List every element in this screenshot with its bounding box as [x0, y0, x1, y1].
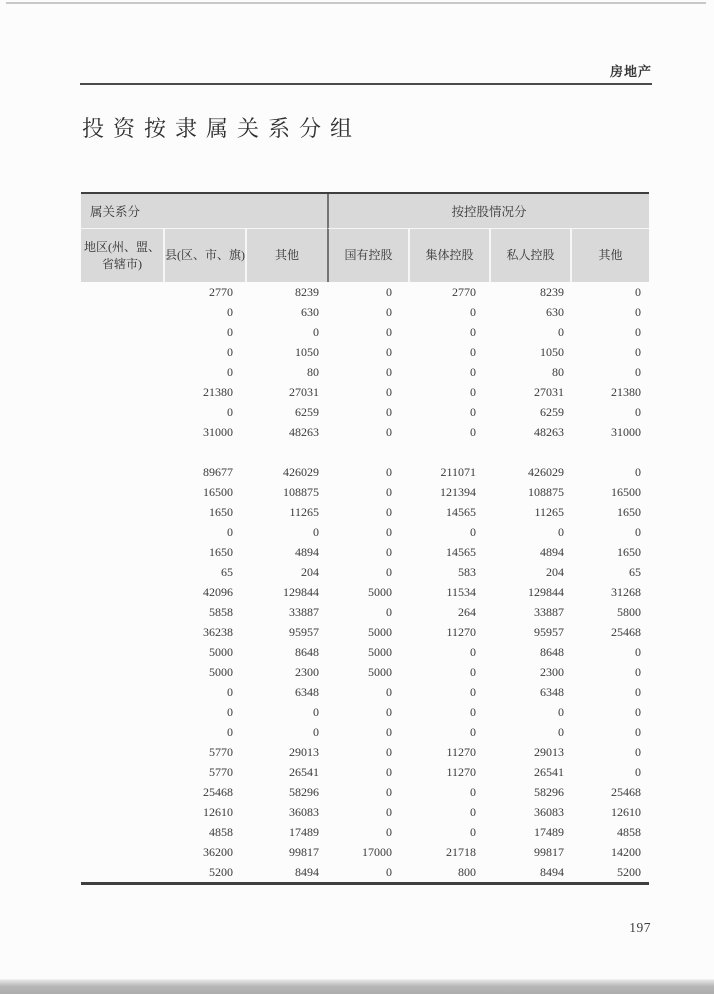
table-cell: 0 — [227, 725, 233, 739]
table-cell — [81, 502, 163, 522]
table-cell: 48263 — [534, 425, 564, 439]
table-cell: 2300 — [295, 665, 319, 679]
table-cell — [81, 602, 163, 622]
table-cell: 8239 — [540, 285, 564, 299]
page-title: 投资按隶属关系分组 — [82, 116, 362, 141]
table-cell: 11534 — [446, 585, 476, 599]
table-cell: 2770 — [209, 285, 233, 299]
table-cell: 25468 — [611, 625, 641, 639]
table-cell: 1650 — [209, 505, 233, 519]
table-row — [81, 562, 649, 582]
table-cell: 21380 — [203, 385, 233, 399]
table-cell: 8648 — [540, 645, 564, 659]
table-cell: 58296 — [289, 785, 319, 799]
table-cell — [81, 522, 163, 542]
table-cell: 5858 — [209, 605, 233, 619]
table-cell — [81, 762, 163, 782]
table-cell: 0 — [470, 665, 476, 679]
table-cell: 0 — [635, 365, 641, 379]
table-cell: 0 — [635, 645, 641, 659]
table-cell: 426029 — [283, 465, 319, 479]
table-cell: 0 — [470, 685, 476, 699]
table-cell: 31000 — [203, 425, 233, 439]
table-cell: 0 — [227, 705, 233, 719]
table-cell: 2300 — [540, 665, 564, 679]
table-cell: 630 — [301, 305, 319, 319]
table-cell — [81, 862, 163, 882]
table-cell: 12610 — [611, 805, 641, 819]
running-head: 房地产 — [609, 64, 652, 79]
table-cell: 95957 — [289, 625, 319, 639]
table-body — [81, 282, 649, 882]
table-cell: 0 — [470, 645, 476, 659]
table-cell: 0 — [470, 385, 476, 399]
table-cell: 16500 — [611, 485, 641, 499]
column-header-other-right: 其他 — [570, 229, 649, 282]
table-cell: 65 — [221, 565, 233, 579]
table-cell: 11270 — [446, 745, 476, 759]
table-cell: 5000 — [368, 625, 392, 639]
table-cell: 0 — [470, 785, 476, 799]
table-cell: 95957 — [534, 625, 564, 639]
table-cell — [81, 382, 163, 402]
table-cell: 99817 — [534, 845, 564, 859]
table-cell: 0 — [386, 825, 392, 839]
table-cell: 0 — [635, 665, 641, 679]
table-cell: 0 — [470, 405, 476, 419]
table-cell: 0 — [470, 705, 476, 719]
table-cell: 58296 — [534, 785, 564, 799]
table-cell: 1050 — [540, 345, 564, 359]
table-cell: 211071 — [440, 465, 476, 479]
table-cell: 204 — [301, 565, 319, 579]
table-cell: 21380 — [611, 385, 641, 399]
table-cell: 1050 — [295, 345, 319, 359]
table-cell: 21718 — [446, 845, 476, 859]
table-cell: 129844 — [283, 585, 319, 599]
table-row — [81, 842, 649, 862]
table-header-group-row — [81, 194, 649, 229]
table-row — [81, 622, 649, 642]
table-cell — [81, 562, 163, 582]
table-cell: 0 — [635, 725, 641, 739]
table-row — [81, 322, 649, 342]
table-header-column-row — [81, 229, 649, 282]
table-cell: 17489 — [289, 825, 319, 839]
table-cell — [81, 542, 163, 562]
table-cell: 14565 — [446, 545, 476, 559]
table-cell: 36200 — [203, 845, 233, 859]
table-row — [81, 802, 649, 822]
table-cell: 42096 — [203, 585, 233, 599]
table-cell: 8648 — [295, 645, 319, 659]
table-cell: 0 — [386, 525, 392, 539]
table-cell: 89677 — [203, 465, 233, 479]
table-row — [81, 342, 649, 362]
table-row — [81, 382, 649, 402]
table-cell: 0 — [635, 685, 641, 699]
table-cell: 0 — [558, 325, 564, 339]
table-cell: 4858 — [617, 825, 641, 839]
table-cell: 583 — [458, 565, 476, 579]
table-cell: 5000 — [368, 665, 392, 679]
table-cell: 0 — [386, 405, 392, 419]
investment-table — [81, 192, 649, 885]
table-cell: 4894 — [540, 545, 564, 559]
table-cell: 36238 — [203, 625, 233, 639]
table-cell — [81, 702, 163, 722]
table-cell: 0 — [635, 765, 641, 779]
table-cell: 26541 — [289, 765, 319, 779]
table-cell — [81, 462, 163, 482]
table-cell: 0 — [386, 565, 392, 579]
table-row — [81, 602, 649, 622]
table-row — [81, 722, 649, 742]
column-header-region-line1: 地区(州、盟、 — [84, 239, 160, 254]
table-cell: 4858 — [209, 825, 233, 839]
table-cell: 0 — [635, 745, 641, 759]
table-cell: 5000 — [368, 585, 392, 599]
table-cell: 11265 — [534, 505, 564, 519]
table-row — [81, 362, 649, 382]
table-cell: 0 — [386, 785, 392, 799]
table-cell: 0 — [386, 745, 392, 759]
table-cell: 27031 — [534, 385, 564, 399]
table-cell — [81, 422, 163, 442]
scan-bottom-edge — [0, 979, 714, 994]
table-cell: 6259 — [540, 405, 564, 419]
table-cell: 36083 — [534, 805, 564, 819]
table-cell: 33887 — [289, 605, 319, 619]
table-cell: 5770 — [209, 765, 233, 779]
table-cell: 8494 — [295, 865, 319, 879]
table-cell: 0 — [386, 605, 392, 619]
table-cell: 8494 — [540, 865, 564, 879]
table-row — [81, 302, 649, 322]
group-header-holding: 按控股情况分 — [327, 194, 649, 229]
table-cell: 29013 — [289, 745, 319, 759]
table-cell: 8239 — [295, 285, 319, 299]
table-cell: 80 — [307, 365, 319, 379]
table-row — [81, 542, 649, 562]
table-row — [81, 282, 649, 302]
table-cell — [81, 342, 163, 362]
table-row — [81, 742, 649, 762]
table-row — [81, 782, 649, 802]
table-cell: 204 — [546, 565, 564, 579]
table-cell: 0 — [386, 725, 392, 739]
table-cell: 0 — [386, 705, 392, 719]
table-cell: 0 — [635, 285, 641, 299]
table-cell: 0 — [558, 705, 564, 719]
table-row — [81, 402, 649, 422]
table-row — [81, 662, 649, 682]
table-cell: 0 — [227, 525, 233, 539]
table-cell: 0 — [386, 505, 392, 519]
table-cell: 48263 — [289, 425, 319, 439]
table-cell: 99817 — [289, 845, 319, 859]
table-cell: 0 — [227, 365, 233, 379]
table-cell: 0 — [386, 305, 392, 319]
table-cell: 27031 — [289, 385, 319, 399]
table-cell: 5000 — [368, 645, 392, 659]
table-cell: 0 — [470, 305, 476, 319]
table-cell: 5000 — [209, 665, 233, 679]
column-header-collective-holding: 集体控股 — [408, 229, 489, 282]
table-row — [81, 582, 649, 602]
table-cell — [81, 362, 163, 382]
table-cell: 5200 — [209, 865, 233, 879]
table-cell: 14200 — [611, 845, 641, 859]
table-cell: 0 — [635, 525, 641, 539]
table-cell: 0 — [313, 705, 319, 719]
table-cell: 5770 — [209, 745, 233, 759]
table-cell — [81, 302, 163, 322]
table-cell: 0 — [470, 365, 476, 379]
table-cell: 0 — [470, 805, 476, 819]
table-cell — [81, 782, 163, 802]
column-header-other-left: 其他 — [245, 229, 327, 282]
table-row — [81, 422, 649, 442]
table-cell: 17000 — [362, 845, 392, 859]
table-cell: 4894 — [295, 545, 319, 559]
table-cell: 80 — [552, 365, 564, 379]
table-cell: 0 — [227, 305, 233, 319]
column-header-county: 县(区、市、旗) — [163, 229, 245, 282]
table-cell: 0 — [386, 485, 392, 499]
table-cell — [81, 402, 163, 422]
table-row — [81, 702, 649, 722]
table-cell: 0 — [313, 525, 319, 539]
table-cell: 0 — [386, 385, 392, 399]
table-cell — [81, 282, 163, 302]
table-cell — [81, 482, 163, 502]
table-cell — [81, 322, 163, 342]
table-row — [81, 822, 649, 842]
table-cell: 0 — [635, 325, 641, 339]
table-cell — [81, 722, 163, 742]
table-cell: 0 — [386, 345, 392, 359]
table-cell: 0 — [386, 865, 392, 879]
table-cell: 0 — [313, 725, 319, 739]
table-cell: 11270 — [446, 625, 476, 639]
table-cell: 0 — [386, 685, 392, 699]
table-row — [81, 682, 649, 702]
table-cell: 0 — [635, 305, 641, 319]
table-cell — [81, 642, 163, 662]
table-row — [81, 462, 649, 482]
table-cell: 426029 — [528, 465, 564, 479]
table-cell: 5200 — [617, 865, 641, 879]
table-cell: 0 — [470, 325, 476, 339]
table-cell: 0 — [635, 405, 641, 419]
table-row — [81, 762, 649, 782]
table-cell: 0 — [470, 345, 476, 359]
table-cell: 0 — [227, 325, 233, 339]
table-cell: 31268 — [611, 585, 641, 599]
table-cell: 0 — [635, 345, 641, 359]
table-cell: 0 — [386, 285, 392, 299]
table-cell: 264 — [458, 605, 476, 619]
column-header-region — [81, 229, 163, 282]
column-header-private-holding: 私人控股 — [489, 229, 570, 282]
table-cell: 0 — [386, 425, 392, 439]
group-header-affiliation: 属关系分 — [81, 194, 327, 229]
page-number: 197 — [629, 920, 651, 935]
table-cell: 108875 — [528, 485, 564, 499]
table-cell: 108875 — [283, 485, 319, 499]
table-cell: 25468 — [203, 785, 233, 799]
table-cell: 0 — [227, 405, 233, 419]
table-cell: 0 — [470, 525, 476, 539]
table-cell: 121394 — [440, 485, 476, 499]
running-head-rule — [80, 83, 652, 85]
table-cell: 5800 — [617, 605, 641, 619]
table-cell: 0 — [386, 465, 392, 479]
table-cell — [81, 802, 163, 822]
table-cell: 0 — [470, 725, 476, 739]
table-cell — [81, 842, 163, 862]
table-row — [81, 862, 649, 882]
table-cell: 0 — [386, 545, 392, 559]
table-block-gap — [81, 442, 649, 462]
table-cell: 31000 — [611, 425, 641, 439]
table-cell: 1650 — [617, 545, 641, 559]
table-cell: 129844 — [528, 585, 564, 599]
column-header-region-line2: 省辖市) — [102, 256, 142, 271]
table-cell: 26541 — [534, 765, 564, 779]
table-row — [81, 522, 649, 542]
table-cell — [81, 822, 163, 842]
table-cell: 0 — [470, 425, 476, 439]
table-cell: 2770 — [452, 285, 476, 299]
table-cell: 0 — [313, 325, 319, 339]
table-row — [81, 502, 649, 522]
table-cell: 36083 — [289, 805, 319, 819]
table-cell: 6348 — [295, 685, 319, 699]
table-cell: 11270 — [446, 765, 476, 779]
table-cell: 11265 — [289, 505, 319, 519]
table-cell: 0 — [558, 725, 564, 739]
table-cell: 1650 — [209, 545, 233, 559]
table-cell: 0 — [386, 765, 392, 779]
table-row — [81, 482, 649, 502]
table-cell: 0 — [635, 465, 641, 479]
table-cell: 29013 — [534, 745, 564, 759]
table-cell: 0 — [470, 825, 476, 839]
table-cell: 5000 — [209, 645, 233, 659]
table-header — [81, 194, 649, 282]
table-row — [81, 642, 649, 662]
table-cell — [81, 662, 163, 682]
table-cell: 12610 — [203, 805, 233, 819]
table-cell: 0 — [635, 705, 641, 719]
table-cell: 16500 — [203, 485, 233, 499]
table-cell: 33887 — [534, 605, 564, 619]
table-cell: 17489 — [534, 825, 564, 839]
table-cell: 25468 — [611, 785, 641, 799]
table-cell — [81, 622, 163, 642]
table-cell: 0 — [227, 345, 233, 359]
scan-top-edge — [6, 2, 706, 4]
table-cell: 0 — [558, 525, 564, 539]
table-cell: 14565 — [446, 505, 476, 519]
table-cell: 0 — [386, 365, 392, 379]
table-cell: 800 — [458, 865, 476, 879]
table-cell: 6348 — [540, 685, 564, 699]
column-header-state-holding: 国有控股 — [327, 229, 408, 282]
table-cell — [81, 682, 163, 702]
table-cell: 1650 — [617, 505, 641, 519]
table-cell: 65 — [629, 565, 641, 579]
table-cell: 0 — [386, 805, 392, 819]
table-cell: 0 — [386, 325, 392, 339]
table-cell: 6259 — [295, 405, 319, 419]
table-cell: 0 — [227, 685, 233, 699]
table-cell: 630 — [546, 305, 564, 319]
table-cell — [81, 582, 163, 602]
table-cell — [81, 742, 163, 762]
